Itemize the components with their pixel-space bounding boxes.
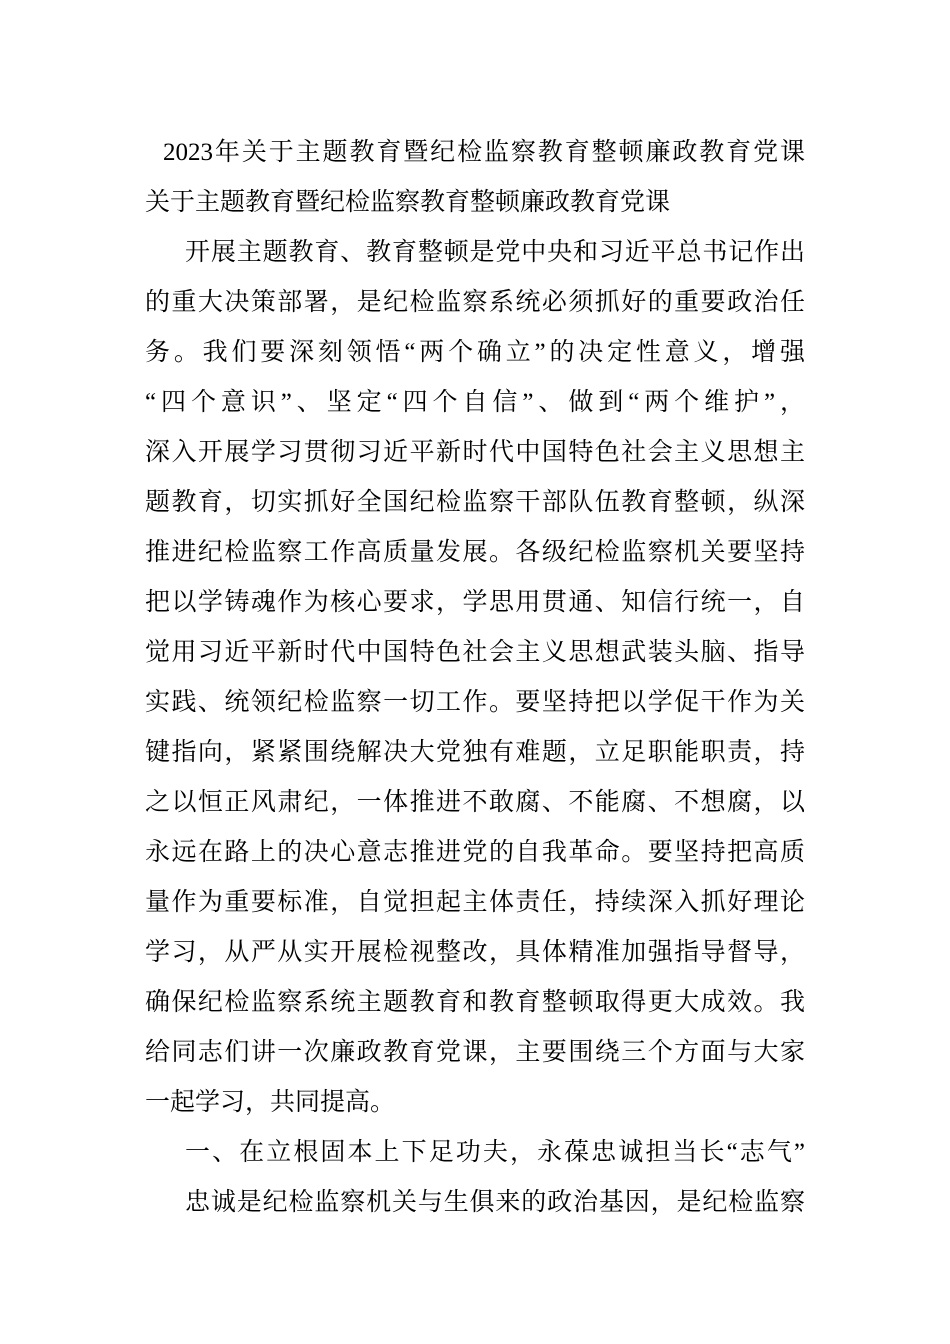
section-heading: 一、在立根固本上下足功夫，永葆忠诚担当长“志气”: [185, 1139, 805, 1166]
paragraph-line: 确保纪检监察系统主题教育和教育整顿取得更大成效。我: [145, 989, 805, 1016]
paragraph-line: 开展主题教育、教育整顿是党中央和习近平总书记作出: [185, 239, 805, 266]
paragraph-line: 推进纪检监察工作高质量发展。各级纪检监察机关要坚持: [145, 539, 805, 566]
paragraph-1: [145, 228, 805, 1128]
paragraph-line: 的重大决策部署，是纪检监察系统必须抓好的重要政治任: [145, 289, 805, 316]
paragraph-line: 务。我们要深刻领悟“两个确立”的决定性意义，增强: [145, 339, 805, 366]
paragraph-line: 把以学铸魂作为核心要求，学思用贯通、知信行统一，自: [145, 589, 805, 616]
paragraph-line: 题教育，切实抓好全国纪检监察干部队伍教育整顿，纵深: [145, 489, 805, 516]
paragraph-line: 永远在路上的决心意志推进党的自我革命。要坚持把高质: [145, 839, 805, 866]
paragraph-line: 忠诚是纪检监察机关与生俱来的政治基因，是纪检监察: [185, 1189, 805, 1216]
doc-subtitle-line: 关于主题教育暨纪检监察教育整顿廉政教育党课: [145, 189, 671, 216]
doc-title-line: 2023年关于主题教育暨纪检监察教育整顿廉政教育党课: [163, 139, 805, 166]
paragraph-line: “四个意识”、坚定“四个自信”、做到“两个维护”，: [145, 389, 805, 416]
section-1: [145, 1128, 805, 1178]
paragraph-line: 学习，从严从实开展检视整改，具体精准加强指导督导，: [145, 939, 805, 966]
paragraph-line: 键指向，紧紧围绕解决大党独有难题，立足职能职责，持: [145, 739, 805, 766]
paragraph-line: 觉用习近平新时代中国特色社会主义思想武装头脑、指导: [145, 639, 805, 666]
document-title: [145, 128, 805, 228]
paragraph-line: 给同志们讲一次廉政教育党课，主要围绕三个方面与大家: [145, 1039, 805, 1066]
paragraph-2: [145, 1178, 805, 1228]
paragraph-line: 深入开展学习贯彻习近平新时代中国特色社会主义思想主: [145, 439, 805, 466]
paragraph-line: 实践、统领纪检监察一切工作。要坚持把以学促干作为关: [145, 689, 805, 716]
paragraph-line: 之以恒正风肃纪，一体推进不敢腐、不能腐、不想腐，以: [145, 789, 805, 816]
paragraph-line: 量作为重要标准，自觉担起主体责任，持续深入抓好理论: [145, 889, 805, 916]
paragraph-line: 一起学习，共同提高。: [145, 1089, 396, 1116]
